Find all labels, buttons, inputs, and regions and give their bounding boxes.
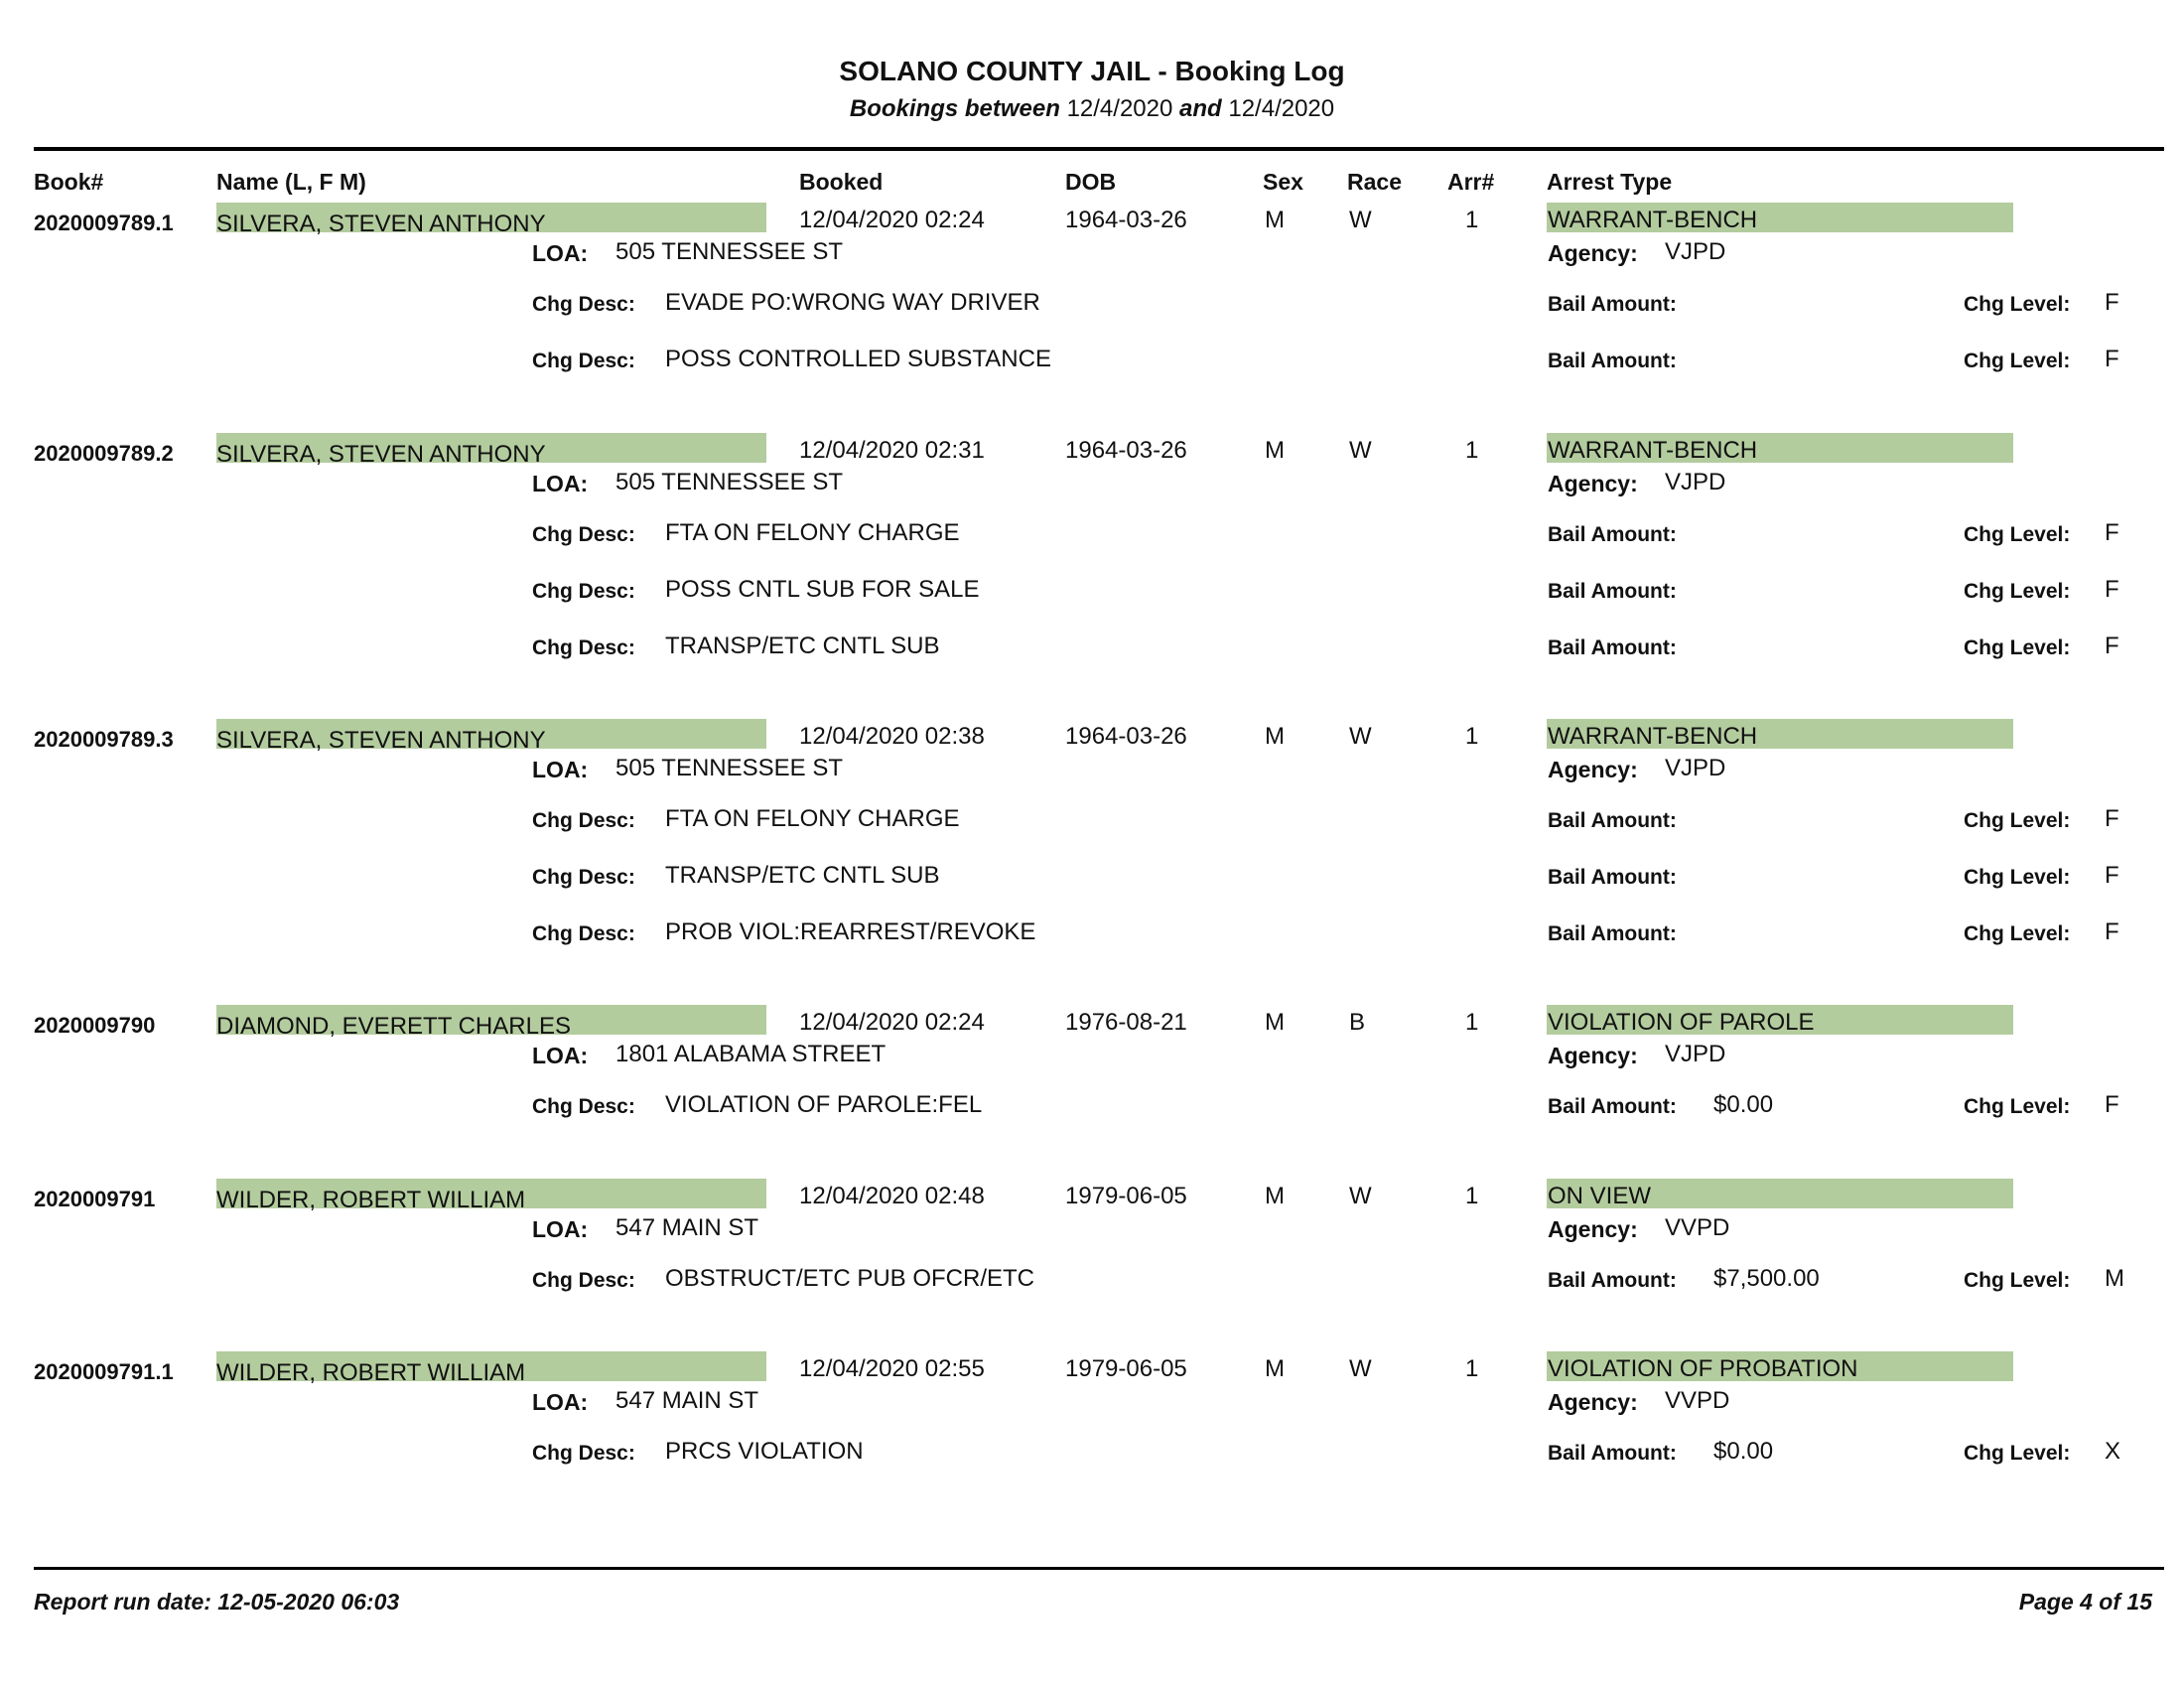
chg-desc-label: Chg Desc: (532, 1269, 635, 1292)
bail-amount-label: Bail Amount: (1548, 523, 1677, 546)
agency-label: Agency: (1548, 1043, 1638, 1068)
date-of-birth: 1976-08-21 (1065, 1009, 1187, 1036)
charge-level: F (2105, 289, 2119, 316)
sex: M (1265, 1009, 1285, 1036)
sex: M (1265, 723, 1285, 750)
loa-value: 1801 ALABAMA STREET (615, 1041, 887, 1067)
booked-datetime: 12/04/2020 02:24 (799, 1009, 985, 1036)
charge-description: POSS CONTROLLED SUBSTANCE (665, 346, 1051, 372)
sex: M (1265, 437, 1285, 464)
arrest-number: 1 (1465, 437, 1479, 464)
col-header-arrest-type: Arrest Type (1547, 169, 1673, 195)
charge-level: F (2105, 519, 2119, 546)
arrest-type: WARRANT-BENCH (1548, 437, 1758, 464)
booked-datetime: 12/04/2020 02:55 (799, 1355, 985, 1382)
sex: M (1265, 207, 1285, 233)
loa-label: LOA: (532, 240, 589, 266)
loa-label: LOA: (532, 1389, 589, 1415)
arrest-type: VIOLATION OF PAROLE (1548, 1009, 1815, 1036)
report-title: SOLANO COUNTY JAIL - Booking Log (839, 56, 1345, 86)
col-header-book: Book# (34, 169, 104, 195)
bail-amount-label: Bail Amount: (1548, 809, 1677, 832)
charge-description: VIOLATION OF PAROLE:FEL (665, 1091, 983, 1118)
loa-value: 547 MAIN ST (615, 1387, 759, 1414)
date-of-birth: 1979-06-05 (1065, 1355, 1187, 1382)
chg-desc-label: Chg Desc: (532, 293, 635, 316)
book-number: 2020009791 (34, 1187, 156, 1211)
col-header-booked: Booked (799, 169, 884, 195)
charge-description: OBSTRUCT/ETC PUB OFCR/ETC (665, 1265, 1035, 1292)
chg-level-label: Chg Level: (1964, 293, 2071, 316)
bail-amount-label: Bail Amount: (1548, 636, 1677, 659)
chg-desc-label: Chg Desc: (532, 523, 635, 546)
book-number: 2020009789.3 (34, 727, 174, 752)
arrest-number: 1 (1465, 207, 1479, 233)
inmate-name: SILVERA, STEVEN ANTHONY (216, 727, 546, 754)
book-number: 2020009789.1 (34, 211, 174, 235)
agency-value: VJPD (1665, 1041, 1726, 1067)
charge-level: F (2105, 576, 2119, 603)
arrest-type: ON VIEW (1548, 1183, 1652, 1209)
agency-value: VVPD (1665, 1214, 1730, 1241)
race: W (1349, 1355, 1372, 1382)
bail-amount-label: Bail Amount: (1548, 580, 1677, 603)
sex: M (1265, 1183, 1285, 1209)
date-from: 12/4/2020 (1066, 95, 1173, 122)
chg-level-label: Chg Level: (1964, 636, 2071, 659)
charge-description: PROB VIOL:REARREST/REVOKE (665, 918, 1036, 945)
charge-level: M (2105, 1265, 2124, 1292)
date-of-birth: 1964-03-26 (1065, 723, 1187, 750)
chg-desc-label: Chg Desc: (532, 866, 635, 889)
loa-label: LOA: (532, 757, 589, 782)
bail-amount-label: Bail Amount: (1548, 1095, 1677, 1118)
loa-value: 547 MAIN ST (615, 1214, 759, 1241)
inmate-name: DIAMOND, EVERETT CHARLES (216, 1013, 571, 1040)
arrest-number: 1 (1465, 1009, 1479, 1036)
arrest-type: WARRANT-BENCH (1548, 207, 1758, 233)
charge-description: FTA ON FELONY CHARGE (665, 805, 960, 832)
booked-datetime: 12/04/2020 02:38 (799, 723, 985, 750)
col-header-sex: Sex (1263, 169, 1303, 195)
chg-level-label: Chg Level: (1964, 1269, 2071, 1292)
arrest-number: 1 (1465, 1183, 1479, 1209)
agency-value: VJPD (1665, 238, 1726, 265)
chg-level-label: Chg Level: (1964, 922, 2071, 945)
loa-value: 505 TENNESSEE ST (615, 755, 843, 781)
col-header-name: Name (L, F M) (216, 169, 366, 195)
chg-level-label: Chg Level: (1964, 580, 2071, 603)
bail-amount-label: Bail Amount: (1548, 1269, 1677, 1292)
chg-desc-label: Chg Desc: (532, 809, 635, 832)
charge-description: PRCS VIOLATION (665, 1438, 864, 1465)
bail-amount-label: Bail Amount: (1548, 293, 1677, 316)
charge-description: POSS CNTL SUB FOR SALE (665, 576, 980, 603)
charge-level: F (2105, 346, 2119, 372)
loa-value: 505 TENNESSEE ST (615, 238, 843, 265)
arrest-type: VIOLATION OF PROBATION (1548, 1355, 1858, 1382)
loa-label: LOA: (532, 471, 589, 496)
arrest-type: WARRANT-BENCH (1548, 723, 1758, 750)
agency-value: VJPD (1665, 469, 1726, 495)
agency-label: Agency: (1548, 1389, 1638, 1415)
bail-amount: $7,500.00 (1713, 1265, 1820, 1292)
book-number: 2020009790 (34, 1013, 156, 1038)
booked-datetime: 12/04/2020 02:48 (799, 1183, 985, 1209)
charge-level: F (2105, 633, 2119, 659)
chg-desc-label: Chg Desc: (532, 1442, 635, 1465)
race: W (1349, 1183, 1372, 1209)
book-number: 2020009789.2 (34, 441, 174, 466)
bottom-rule (34, 1567, 2164, 1570)
inmate-name: SILVERA, STEVEN ANTHONY (216, 211, 546, 237)
page-number: Page 4 of 15 (2018, 1589, 2152, 1615)
bail-amount-label: Bail Amount: (1548, 922, 1677, 945)
race: W (1349, 723, 1372, 750)
chg-level-label: Chg Level: (1964, 1095, 2071, 1118)
agency-value: VJPD (1665, 755, 1726, 781)
loa-value: 505 TENNESSEE ST (615, 469, 843, 495)
inmate-name: WILDER, ROBERT WILLIAM (216, 1187, 526, 1213)
agency-label: Agency: (1548, 240, 1638, 266)
date-of-birth: 1964-03-26 (1065, 437, 1187, 464)
arrest-number: 1 (1465, 1355, 1479, 1382)
date-to: 12/4/2020 (1228, 95, 1335, 122)
col-header-arr: Arr# (1447, 169, 1495, 195)
bail-amount-label: Bail Amount: (1548, 866, 1677, 889)
bail-amount: $0.00 (1713, 1438, 1774, 1465)
report-run-date: Report run date: 12-05-2020 06:03 (34, 1589, 400, 1615)
charge-description: TRANSP/ETC CNTL SUB (665, 633, 940, 659)
date-of-birth: 1964-03-26 (1065, 207, 1187, 233)
charge-description: EVADE PO:WRONG WAY DRIVER (665, 289, 1040, 316)
race: W (1349, 437, 1372, 464)
chg-level-label: Chg Level: (1964, 350, 2071, 372)
charge-level: F (2105, 918, 2119, 945)
subtitle-prefix: Bookings between (849, 95, 1060, 122)
chg-level-label: Chg Level: (1964, 809, 2071, 832)
booked-datetime: 12/04/2020 02:24 (799, 207, 985, 233)
race: B (1349, 1009, 1366, 1036)
charge-level: F (2105, 1091, 2119, 1118)
date-of-birth: 1979-06-05 (1065, 1183, 1187, 1209)
inmate-name: SILVERA, STEVEN ANTHONY (216, 441, 546, 468)
agency-label: Agency: (1548, 471, 1638, 496)
agency-value: VVPD (1665, 1387, 1730, 1414)
loa-label: LOA: (532, 1043, 589, 1068)
sex: M (1265, 1355, 1285, 1382)
charge-level: F (2105, 805, 2119, 832)
race: W (1349, 207, 1372, 233)
charge-level: F (2105, 862, 2119, 889)
book-number: 2020009791.1 (34, 1359, 174, 1384)
top-rule (34, 147, 2164, 151)
chg-desc-label: Chg Desc: (532, 350, 635, 372)
booked-datetime: 12/04/2020 02:31 (799, 437, 985, 464)
chg-level-label: Chg Level: (1964, 866, 2071, 889)
charge-level: X (2105, 1438, 2121, 1465)
chg-desc-label: Chg Desc: (532, 580, 635, 603)
chg-desc-label: Chg Desc: (532, 1095, 635, 1118)
chg-desc-label: Chg Desc: (532, 922, 635, 945)
subtitle-and: and (1179, 95, 1222, 122)
charge-description: FTA ON FELONY CHARGE (665, 519, 960, 546)
col-header-race: Race (1347, 169, 1402, 195)
chg-desc-label: Chg Desc: (532, 636, 635, 659)
agency-label: Agency: (1548, 1216, 1638, 1242)
chg-level-label: Chg Level: (1964, 1442, 2071, 1465)
col-header-dob: DOB (1065, 169, 1117, 195)
charge-description: TRANSP/ETC CNTL SUB (665, 862, 940, 889)
report-subtitle (0, 95, 2184, 123)
agency-label: Agency: (1548, 757, 1638, 782)
loa-label: LOA: (532, 1216, 589, 1242)
arrest-number: 1 (1465, 723, 1479, 750)
bail-amount-label: Bail Amount: (1548, 1442, 1677, 1465)
bail-amount-label: Bail Amount: (1548, 350, 1677, 372)
inmate-name: WILDER, ROBERT WILLIAM (216, 1359, 526, 1386)
chg-level-label: Chg Level: (1964, 523, 2071, 546)
bail-amount: $0.00 (1713, 1091, 1774, 1118)
